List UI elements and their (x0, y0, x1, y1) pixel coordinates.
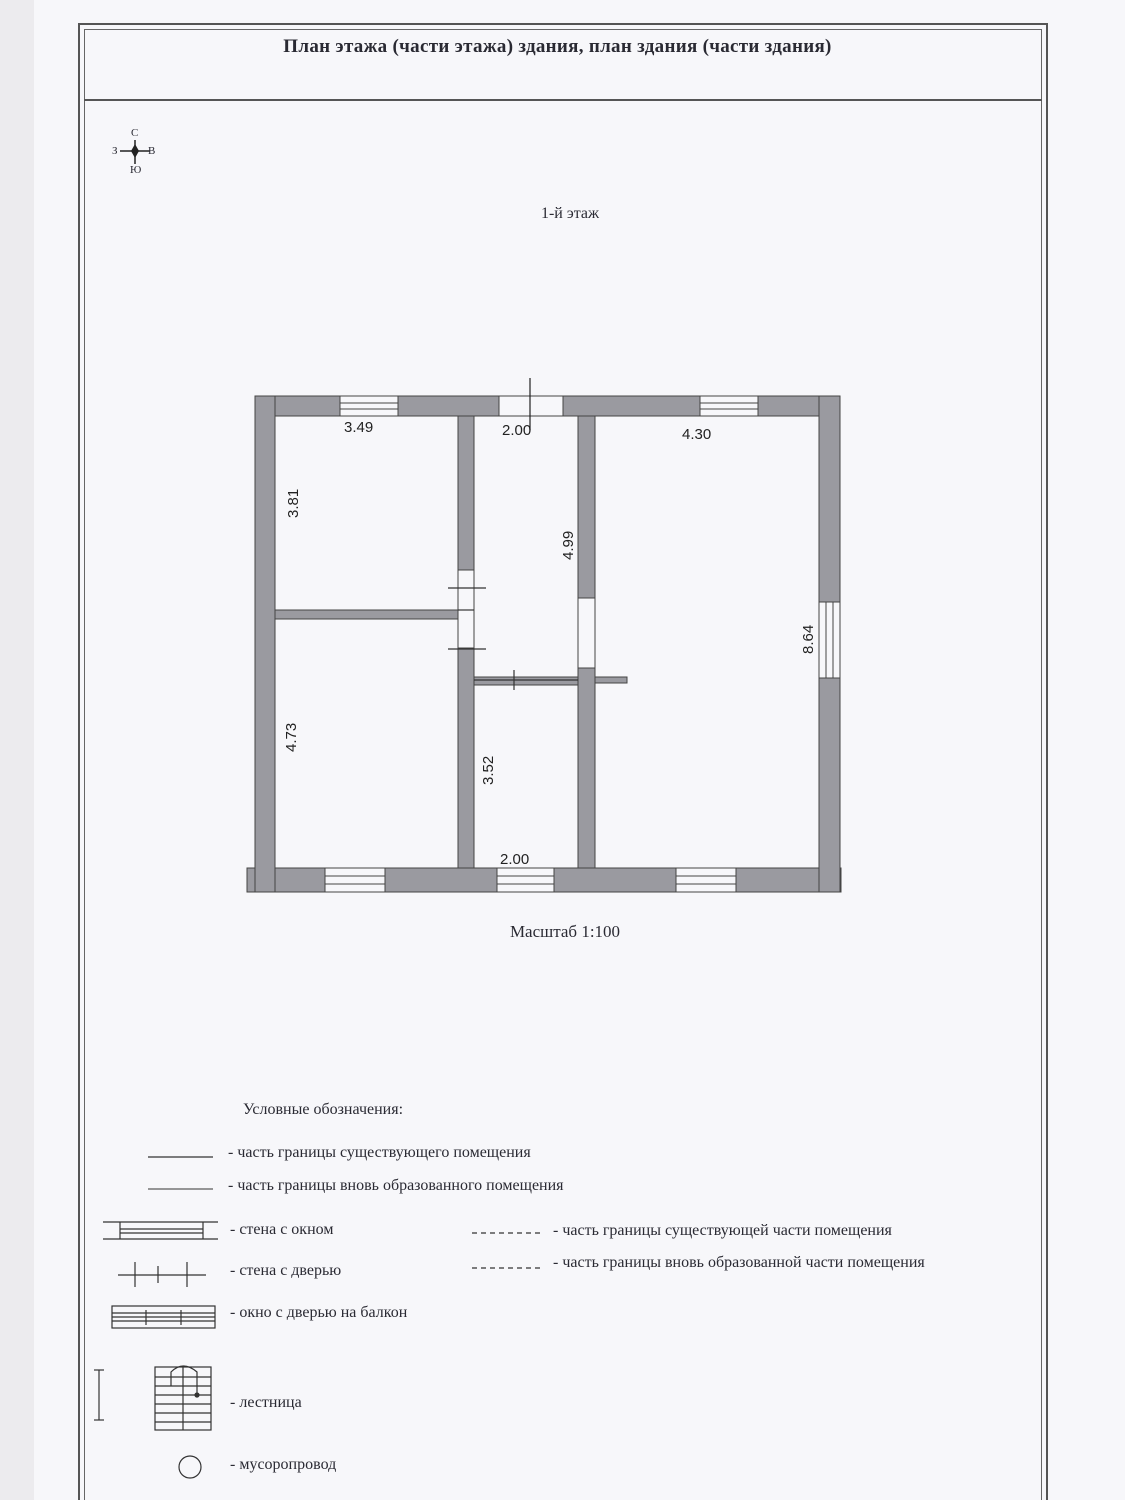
legend-item: - стена с дверью (230, 1262, 342, 1279)
compass-north: С (131, 127, 139, 139)
compass-west: З (112, 145, 118, 157)
stairs-icon (94, 1366, 211, 1430)
dimension-label: 2.00 (500, 851, 530, 868)
dimension-label: 4.30 (682, 426, 712, 443)
dimension-label: 8.64 (800, 624, 817, 654)
dimension-label: 3.49 (344, 419, 374, 436)
balcony-door-icon (112, 1306, 215, 1328)
legend-item: - окно с дверью на балкон (230, 1304, 408, 1321)
legend-title: Условные обозначения: (243, 1101, 404, 1118)
dimension-label: 3.52 (480, 755, 497, 785)
legend-item: - мусоропровод (230, 1456, 337, 1473)
floor-label: 1-й этаж (540, 205, 600, 222)
dimension-label: 4.99 (560, 530, 577, 560)
compass-east: В (148, 145, 156, 157)
legend-item: - часть границы существующей части помещения (553, 1222, 892, 1239)
dimension-label: 3.81 (285, 488, 302, 518)
legend-item: - часть границы существующего помещения (228, 1144, 531, 1161)
garbage-chute-icon (179, 1456, 201, 1478)
page-title: План этажа (части этажа) здания, план здания (части здания) (283, 36, 832, 57)
legend-item: - часть границы вновь образованного помещения (228, 1177, 564, 1194)
legend-item: - стена с окном (230, 1221, 334, 1238)
dimension-label: 2.00 (502, 422, 532, 439)
legend-item: - часть границы вновь образованной части помещения (553, 1254, 925, 1271)
compass-south: Ю (130, 164, 142, 176)
legend-item: - лестница (230, 1394, 302, 1411)
dimension-label: 4.73 (283, 722, 300, 752)
wall-with-door-icon (118, 1262, 206, 1287)
wall-with-window-icon (103, 1222, 218, 1239)
scale-label: Масштаб 1:100 (509, 922, 621, 941)
